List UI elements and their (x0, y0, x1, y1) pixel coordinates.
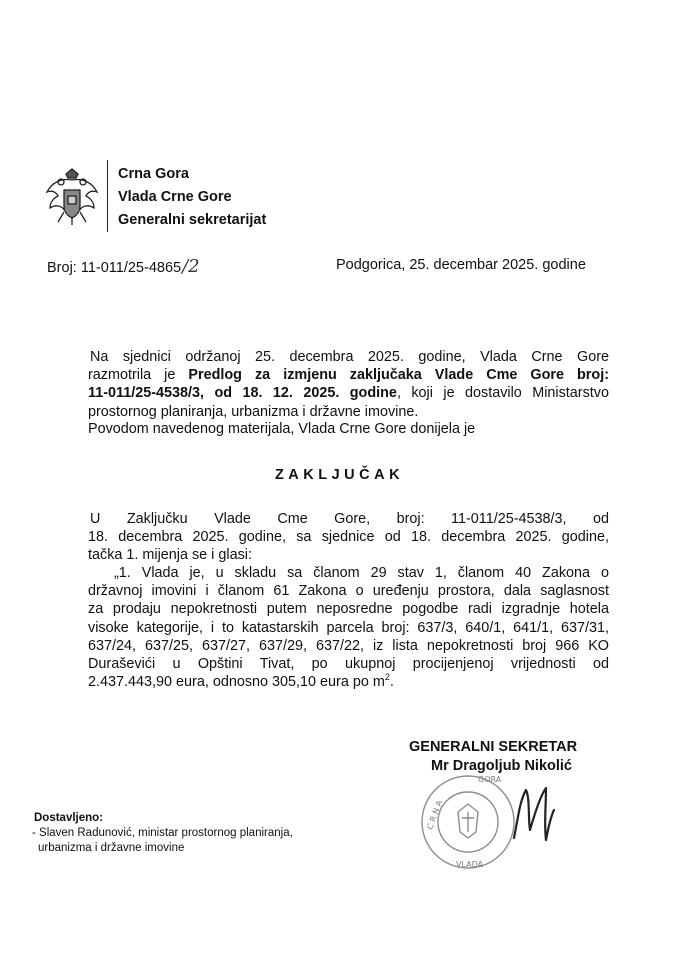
reference-number: Broj: 11-011/25-4865/2 (47, 256, 200, 277)
intro-line: Na sjednici održanoj 25. decembra 2025. godine, Vlada Crne Gore (90, 349, 609, 365)
distribution-recipient: - Slaven Radunović, ministar prostornog planiranja, (32, 827, 293, 839)
distribution-recipient-cont: urbanizma i državne imovine (38, 842, 185, 854)
paragraph-decision-intro: Povodom navedenog materijala, Vlada Crne Gore donijela je (88, 421, 476, 437)
signatory-title: GENERALNI SEKRETAR (409, 739, 578, 755)
amended-line: državnoj imovini i članom 61 Zakona o uređenju prostora, dala saglasnost (88, 583, 609, 600)
amended-line: Duraševići u Opštini Tivat, po ukupnoj procijenjenoj vrijednosti od (88, 656, 609, 673)
amended-line: za prodaju nepokretnosti putem neposredne pogodbe radi izgradnje hotela (88, 601, 609, 618)
coat-of-arms-icon (44, 168, 100, 226)
header-country: Crna Gora (118, 166, 189, 182)
place-date: Podgorica, 25. decembar 2025. godine (336, 257, 586, 273)
paragraph-intro (88, 348, 609, 421)
distribution-label: Dostavljeno: (34, 812, 104, 824)
amendment-line: 18. decembra 2025. godine, sa sjednice od 18. decembra 2025. godine, (88, 529, 609, 546)
signatory-name: Mr Dragoljub Nikolić (431, 758, 572, 774)
svg-text:C R N A: C R N A (425, 799, 445, 831)
amended-line: visoke kategorije, i to katastarskih parcela broj: 637/3, 640/1, 641/1, 637/31, (88, 619, 609, 636)
intro-line: 11-011/25-4538/3, od 18. 12. 2025. godine, koji je dostavilo Ministarstvo (88, 385, 609, 402)
intro-line: razmotrila je Predlog za izmjenu zaključaka Vlade Cme Gore broj: (88, 367, 609, 384)
paragraph-amendment (88, 510, 609, 565)
header-divider (107, 160, 108, 232)
amended-line: 637/24, 637/25, 637/27, 637/29, 637/22, iz lista nepokretnosti broj 966 KO (88, 637, 609, 654)
svg-text:GORA: GORA (478, 775, 502, 784)
handwritten-suffix: /2 (182, 256, 200, 277)
handwritten-signature (500, 760, 580, 850)
header-secretariat: Generalni sekretarijat (118, 212, 267, 228)
paragraph-amended-text (88, 564, 609, 691)
amendment-line: U Zaključku Vlade Cme Gore, broj: 11-011/25-4538/3, od (90, 511, 609, 527)
amended-line: „1. Vlada je, u skladu sa članom 29 stav 1, članom 40 Zakona o (114, 565, 609, 581)
amendment-line: tačka 1. mijenja se i glasi: (88, 547, 252, 564)
document-title: ZAKLJUČAK (274, 467, 405, 483)
intro-line: prostornog planiranja, urbanizma i državne imovine. (88, 403, 419, 420)
amended-line: 2.437.443,90 eura, odnosno 305,10 eura po $m^2$. (88, 672, 394, 691)
svg-text:VLADA: VLADA (456, 860, 484, 869)
header-government: Vlada Crne Gore (118, 189, 232, 205)
